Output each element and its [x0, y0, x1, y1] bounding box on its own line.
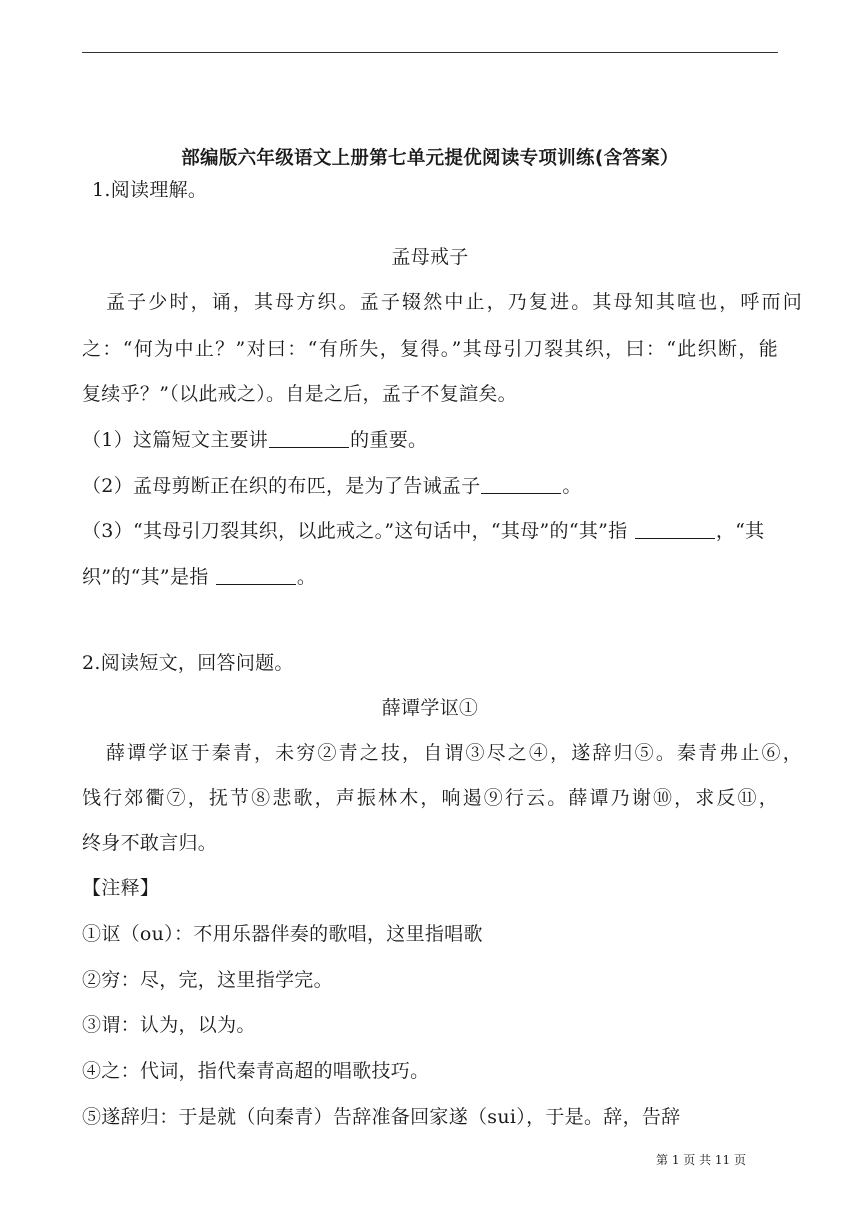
q2-passage-title: 薛谭学讴①: [381, 697, 479, 719]
q1-s2-text-a: （2）孟母剪断正在织的布匹，是为了告诫孟子: [82, 475, 481, 497]
q1-s3-text-d: 。: [296, 566, 317, 588]
q1-s2-text-b: 。: [562, 475, 582, 497]
q2-heading: 2.阅读短文，回答问题。: [82, 652, 294, 674]
q2-note-2: ②穷：尽，完，这里指学完。: [82, 969, 333, 991]
q1-s3-text-b: ，“其: [715, 520, 765, 542]
q2-passage-line-2: 饯行郊衢⑦，抚节⑧悲歌，声振林木，响遏⑨行云。薛谭乃谢⑩，求反⑪，: [82, 787, 778, 809]
q1-s3-text-c: 织”的“其”是指: [82, 566, 215, 588]
q1-subquestion-3-cont: [82, 563, 778, 591]
q1-s1-text-b: 的重要。: [350, 429, 428, 451]
q1-s1-text-a: （1）这篇短文主要讲: [82, 429, 269, 451]
q2-note-1: ①讴（ou）：不用乐器伴奏的歌唱，这里指唱歌: [82, 923, 483, 945]
q1-subquestion-3: [82, 517, 778, 545]
q1-subquestion-2: [82, 472, 778, 500]
q2-passage-line-1: 薛谭学讴于秦青，未穷②青之技，自谓③尽之④，遂辞归⑤。秦青弗止⑥，: [106, 742, 802, 764]
page-footer: 第 1 页 共 11 页: [656, 1153, 746, 1167]
q1-passage-line-1: 孟子少时，诵，其母方织。孟子辍然中止，乃复进。其母知其喧也，呼而问: [106, 291, 802, 313]
answer-blank[interactable]: [481, 475, 561, 494]
q2-note-4: ④之：代词，指代秦青高超的唱歌技巧。: [82, 1060, 430, 1082]
document-title: 部编版六年级语文上册第七单元提优阅读专项训练(含答案）: [181, 148, 679, 169]
q1-heading: 1.阅读理解。: [92, 179, 208, 201]
answer-blank[interactable]: [216, 566, 296, 585]
q2-passage-line-3: 终身不敢言归。: [82, 832, 218, 854]
q1-subquestion-1: [82, 426, 778, 454]
q1-passage-title: 孟母戒子: [391, 246, 469, 268]
q1-s3-text-a: （3）“其母引刀裂其织，以此戒之。”这句话中，“其母”的“其”指: [82, 520, 634, 542]
header-rule: [82, 52, 778, 53]
q1-passage-line-2: 之：“何为中止？”对曰：“有所失，复得。”其母引刀裂其织，曰：“此织断，能: [82, 338, 778, 360]
answer-blank[interactable]: [635, 520, 715, 539]
q2-notes-heading: 【注释】: [82, 877, 160, 899]
q2-note-5: ⑤遂辞归：于是就（向秦青）告辞准备回家遂（sui），于是。辞，告辞: [82, 1106, 681, 1128]
q1-passage-line-3: 复续乎？”（以此戒之）。自是之后，孟子不复諠矣。: [82, 383, 517, 405]
answer-blank[interactable]: [269, 429, 349, 448]
q2-note-3: ③谓：认为，以为。: [82, 1014, 256, 1036]
